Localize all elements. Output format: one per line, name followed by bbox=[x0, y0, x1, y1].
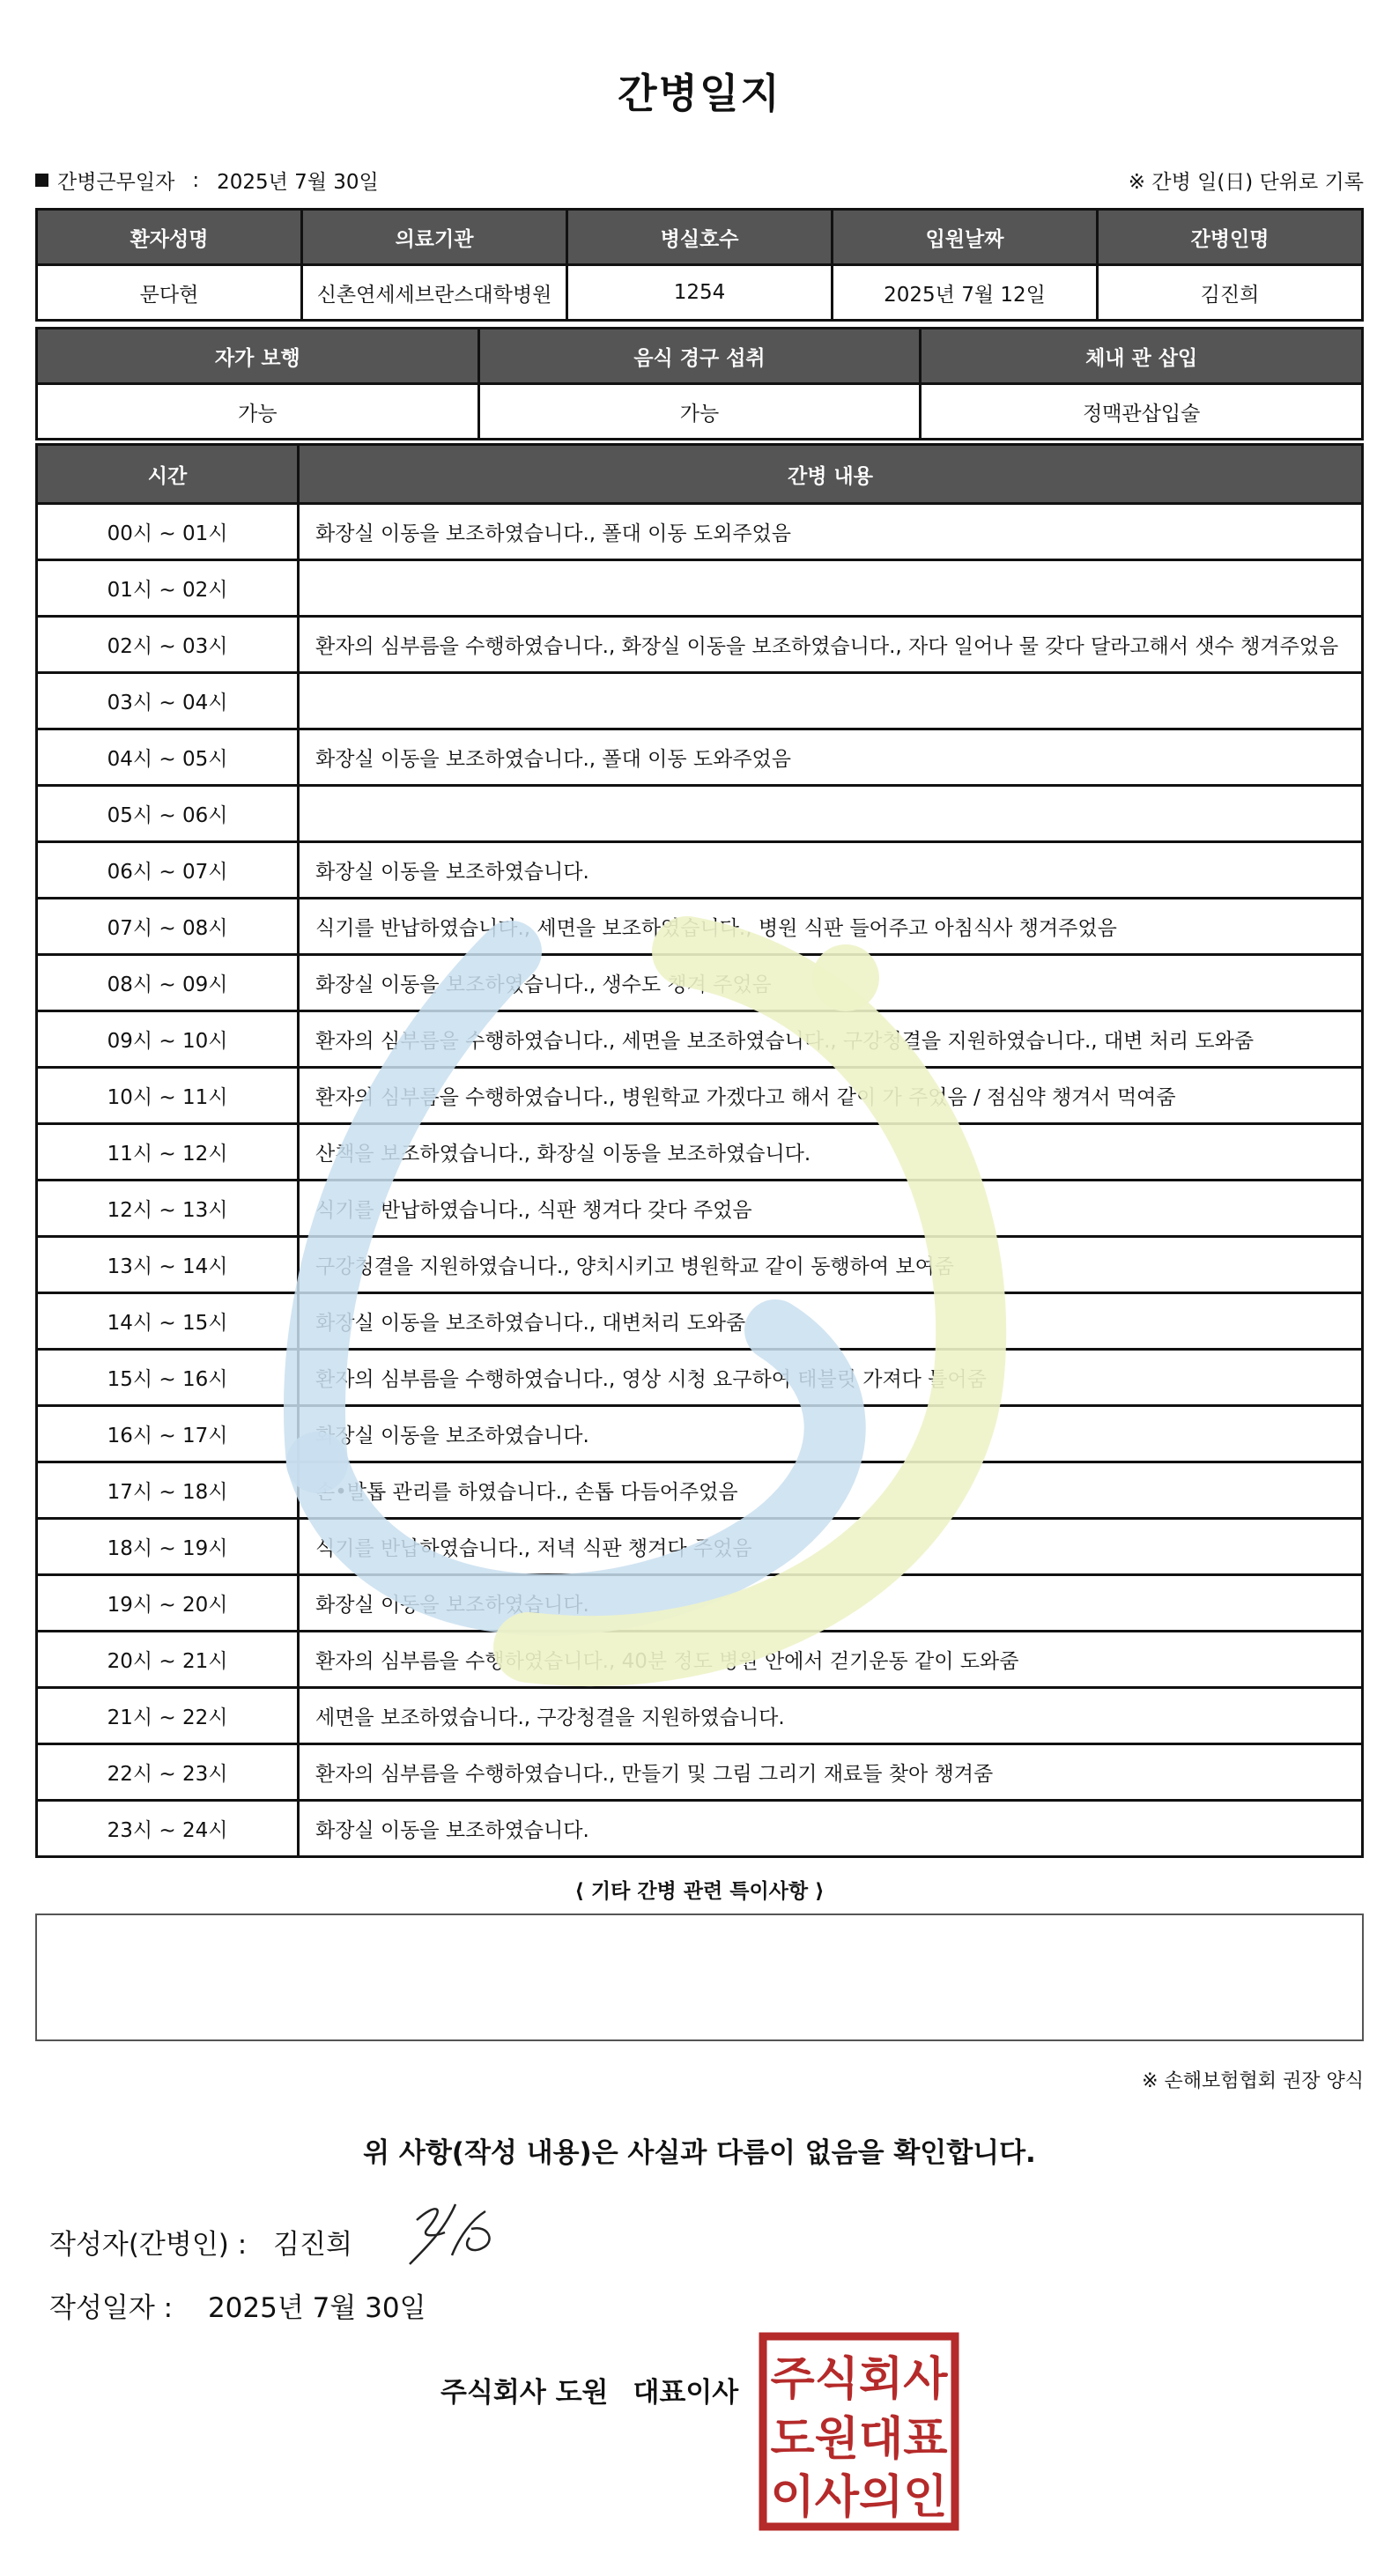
care-log-time: 05시 ~ 06시 bbox=[38, 787, 300, 840]
care-log-time: 02시 ~ 03시 bbox=[38, 618, 300, 671]
care-log-note: 식기를 반납하였습니다., 식판 챙겨다 갖다 주었음 bbox=[315, 1199, 752, 1222]
care-log-note: 화장실 이동을 보조하였습니다., 폴대 이동 도와주었음 bbox=[315, 748, 791, 771]
header-walking: 자가 보행 bbox=[37, 329, 479, 384]
patient-info-header-row bbox=[37, 210, 1363, 265]
walking-status: 가능 bbox=[37, 384, 479, 440]
care-log-row bbox=[38, 1122, 1361, 1179]
care-log-time: 16시 ~ 17시 bbox=[38, 1407, 300, 1461]
care-log-time: 22시 ~ 23시 bbox=[38, 1745, 300, 1799]
care-log-row bbox=[38, 1404, 1361, 1461]
care-log-time: 19시 ~ 20시 bbox=[38, 1576, 300, 1630]
special-notes-title: ⟨ 기타 간병 관련 특이사항 ⟩ bbox=[574, 1880, 825, 1903]
writer-row bbox=[49, 2222, 352, 2261]
signature-image bbox=[401, 2194, 507, 2273]
care-log-note: 화장실 이동을 보조하였습니다. bbox=[315, 1819, 589, 1842]
care-log-row bbox=[38, 1517, 1361, 1573]
patient-info-table bbox=[35, 208, 1364, 322]
patient-info-value-row bbox=[37, 265, 1363, 321]
care-log-row bbox=[38, 615, 1361, 671]
document-title: 간병일지 bbox=[618, 70, 781, 117]
care-log-time: 06시 ~ 07시 bbox=[38, 843, 300, 897]
care-log-time: 04시 ~ 05시 bbox=[38, 730, 300, 784]
work-date-row bbox=[35, 166, 379, 195]
care-log-note: 세면을 보조하였습니다., 구강청결을 지원하였습니다. bbox=[315, 1706, 785, 1729]
care-log-note: 화장실 이동을 보조하였습니다. bbox=[315, 1425, 589, 1447]
care-log-note: 환자의 심부름을 수행하였습니다., 영상 시청 요구하여 태블릿 가져다 틀어줌 bbox=[315, 1368, 987, 1391]
care-log-row bbox=[38, 897, 1361, 953]
header-oral-intake: 음식 경구 섭취 bbox=[478, 329, 921, 384]
work-date-separator: : bbox=[192, 168, 200, 192]
patient-status-header-row bbox=[37, 329, 1363, 384]
care-log-time: 12시 ~ 13시 bbox=[38, 1181, 300, 1235]
care-log-time: 14시 ~ 15시 bbox=[38, 1294, 300, 1348]
care-log-table bbox=[35, 443, 1364, 1858]
care-log-row bbox=[38, 1066, 1361, 1122]
work-date-label: 간병근무일자 bbox=[57, 171, 175, 194]
care-log-note: 식기를 반납하였습니다., 세면을 보조하였습니다., 병원 식판 들어주고 아침식사 챙겨주었음 bbox=[315, 917, 1117, 940]
care-log-row bbox=[38, 784, 1361, 840]
care-log-row bbox=[38, 1179, 1361, 1235]
care-log-row bbox=[38, 1010, 1361, 1066]
care-log-time: 21시 ~ 22시 bbox=[38, 1689, 300, 1743]
care-log-row bbox=[38, 1799, 1361, 1855]
care-log-note: 손•발톱 관리를 하였습니다., 손톱 다듬어주었음 bbox=[315, 1481, 738, 1504]
care-log-note bbox=[300, 787, 1361, 840]
caregiver-name: 김진희 bbox=[1098, 265, 1363, 321]
patient-status-table bbox=[35, 327, 1364, 440]
patient-name: 문다현 bbox=[37, 265, 302, 321]
care-log-note: 산책을 보조하였습니다., 화장실 이동을 보조하였습니다. bbox=[315, 1143, 811, 1166]
writer-name: 김진희 bbox=[273, 2229, 353, 2261]
care-log-time: 00시 ~ 01시 bbox=[38, 505, 300, 559]
care-log-time: 10시 ~ 11시 bbox=[38, 1069, 300, 1122]
care-log-row bbox=[38, 1292, 1361, 1348]
care-log-row bbox=[38, 559, 1361, 615]
svg-text:도원대표: 도원대표 bbox=[770, 2413, 948, 2466]
care-log-row bbox=[38, 1348, 1361, 1404]
company-signoff bbox=[440, 2370, 738, 2409]
header-time: 시간 bbox=[38, 446, 300, 502]
work-date-value: 2025년 7월 30일 bbox=[217, 171, 379, 194]
write-date-value: 2025년 7월 30일 bbox=[207, 2292, 426, 2324]
svg-text:주식회사: 주식회사 bbox=[770, 2353, 948, 2406]
care-log-time: 23시 ~ 24시 bbox=[38, 1802, 300, 1855]
care-log-row bbox=[38, 953, 1361, 1010]
header-room-number: 병실호수 bbox=[567, 210, 833, 265]
header-caregiver-name: 간병인명 bbox=[1098, 210, 1363, 265]
care-log-time: 13시 ~ 14시 bbox=[38, 1238, 300, 1292]
confirmation-statement: 위 사항(작성 내용)은 사실과 다름이 없음을 확인합니다. bbox=[363, 2137, 1036, 2169]
care-log-header-row bbox=[38, 446, 1361, 502]
care-log-time: 01시 ~ 02시 bbox=[38, 561, 300, 615]
care-log-note: 환자의 심부름을 수행하였습니다., 세면을 보조하였습니다., 구강청결을 지원하였습니다., 대변 처리 도와줌 bbox=[315, 1030, 1255, 1053]
care-log-time: 11시 ~ 12시 bbox=[38, 1125, 300, 1179]
care-log-row bbox=[38, 502, 1361, 559]
bullet-square-icon bbox=[35, 174, 48, 187]
header-hospital: 의료기관 bbox=[302, 210, 567, 265]
care-log-time: 20시 ~ 21시 bbox=[38, 1632, 300, 1686]
care-log-note: 화장실 이동을 보조하였습니다., 생수도 챙겨 주었음 bbox=[315, 973, 772, 996]
care-log-row bbox=[38, 1630, 1361, 1686]
care-log-note: 화장실 이동을 보조하였습니다. bbox=[315, 861, 589, 884]
care-log-note: 식기를 반납하였습니다., 저녁 식판 챙겨다 주었음 bbox=[315, 1537, 752, 1560]
write-date-row bbox=[49, 2285, 426, 2325]
care-log-time: 08시 ~ 09시 bbox=[38, 956, 300, 1010]
care-log-note bbox=[300, 561, 1361, 615]
header-tube-insertion: 체내 관 삽입 bbox=[921, 329, 1363, 384]
hospital-name: 신촌연세세브란스대학병원 bbox=[302, 265, 567, 321]
header-care-content: 간병 내용 bbox=[788, 464, 873, 488]
unit-note: ※ 간병 일(日) 단위로 기록 bbox=[1128, 171, 1364, 194]
care-log-row bbox=[38, 1461, 1361, 1517]
care-log-row bbox=[38, 1573, 1361, 1630]
care-log-note: 환자의 심부름을 수행하였습니다., 만들기 및 그림 그리기 재료들 찾아 챙겨줌 bbox=[315, 1763, 994, 1786]
patient-status-value-row bbox=[37, 384, 1363, 440]
care-log-row bbox=[38, 1743, 1361, 1799]
oral-intake-status: 가능 bbox=[478, 384, 921, 440]
care-log-time: 15시 ~ 16시 bbox=[38, 1351, 300, 1404]
room-number: 1254 bbox=[567, 265, 833, 321]
company-name: 주식회사 도원 bbox=[440, 2377, 609, 2409]
header-patient-name: 환자성명 bbox=[37, 210, 302, 265]
care-log-note: 화장실 이동을 보조하였습니다. bbox=[315, 1594, 589, 1617]
care-log-row bbox=[38, 1235, 1361, 1292]
care-log-note: 구강청결을 지원하였습니다., 양치시키고 병원학교 같이 동행하여 보여줌 bbox=[315, 1255, 955, 1278]
care-log-note: 환자의 심부름을 수행하였습니다., 40분 정도 병원 안에서 걷기운동 같이 도와줌 bbox=[315, 1650, 1019, 1673]
care-log-time: 03시 ~ 04시 bbox=[38, 674, 300, 728]
care-log-time: 09시 ~ 10시 bbox=[38, 1012, 300, 1066]
header-admission-date: 입원날짜 bbox=[833, 210, 1098, 265]
care-log-time: 07시 ~ 08시 bbox=[38, 899, 300, 953]
care-log-row bbox=[38, 728, 1361, 784]
company-seal-stamp bbox=[758, 2331, 960, 2532]
care-log-row bbox=[38, 1686, 1361, 1743]
tube-insertion-status: 정맥관삽입술 bbox=[921, 384, 1363, 440]
care-log-note: 화장실 이동을 보조하였습니다., 대변처리 도와줌 bbox=[315, 1312, 746, 1335]
writer-label: 작성자(간병인) : bbox=[49, 2229, 248, 2261]
company-role: 대표이사 bbox=[633, 2377, 739, 2409]
care-log-row bbox=[38, 840, 1361, 897]
care-log-note: 환자의 심부름을 수행하였습니다., 병원학교 가겠다고 해서 같이 가 주었음 / 점심약 챙겨서 먹여줌 bbox=[315, 1086, 1176, 1109]
care-log-row bbox=[38, 671, 1361, 728]
write-date-label: 작성일자 : bbox=[49, 2292, 174, 2324]
care-log-time: 18시 ~ 19시 bbox=[38, 1520, 300, 1573]
form-notice: ※ 손해보험협회 권장 양식 bbox=[1142, 2070, 1364, 2092]
svg-text:이사의인: 이사의인 bbox=[770, 2471, 948, 2524]
care-log-time: 17시 ~ 18시 bbox=[38, 1463, 300, 1517]
admission-date: 2025년 7월 12일 bbox=[833, 265, 1098, 321]
care-log-note: 화장실 이동을 보조하였습니다., 폴대 이동 도외주었음 bbox=[315, 522, 791, 545]
special-notes-box bbox=[35, 1913, 1364, 2041]
care-log-note: 환자의 심부름을 수행하였습니다., 화장실 이동을 보조하였습니다., 자다 일어나 물 갖다 달라고해서 샛수 챙겨주었음 bbox=[315, 635, 1339, 658]
care-log-note bbox=[300, 674, 1361, 728]
